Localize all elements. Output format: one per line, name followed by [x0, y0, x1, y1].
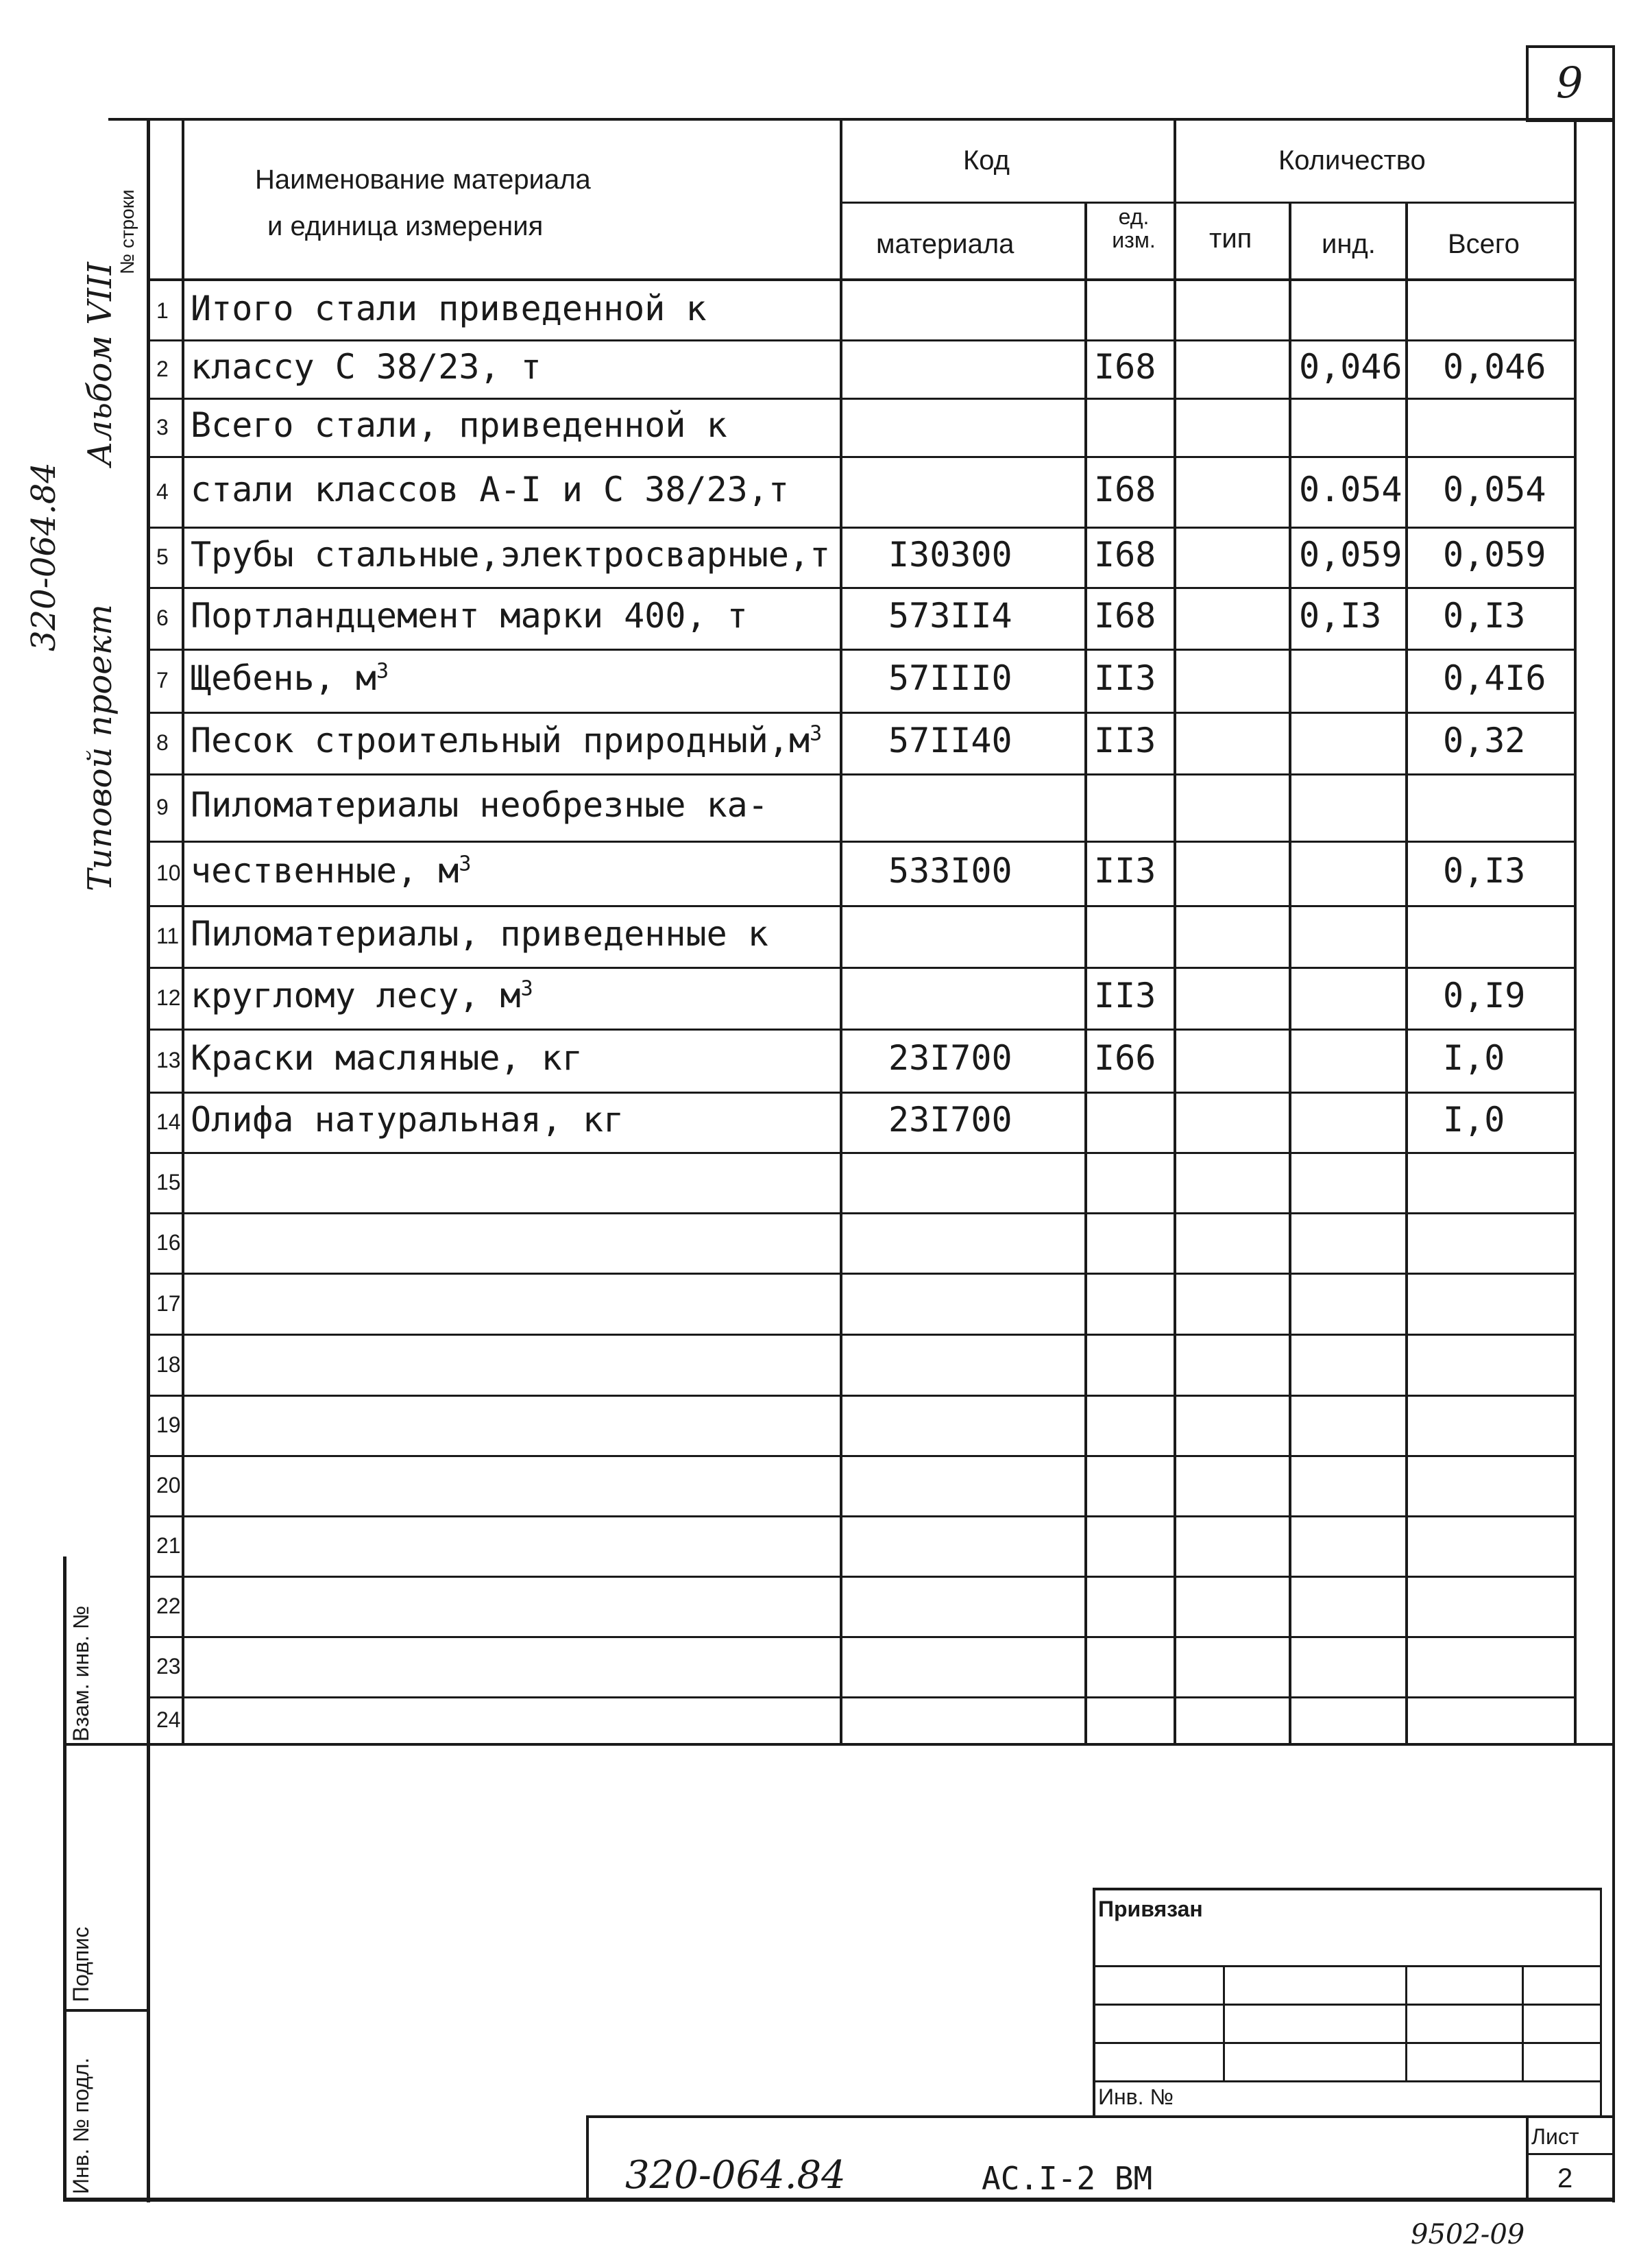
- material-code: 23I700: [888, 1038, 1012, 1078]
- unit-code: I68: [1094, 346, 1156, 387]
- qty-total: 0,054: [1443, 469, 1546, 509]
- superscript: 3: [520, 976, 533, 1001]
- header-name-line1: Наименование материала: [255, 165, 591, 195]
- header-qty-ind: инд.: [1322, 229, 1376, 259]
- row-number: 23: [156, 1654, 181, 1679]
- qty-total: 0,I3: [1443, 596, 1526, 636]
- row-number: 13: [156, 1048, 181, 1072]
- footer-code: 9502-09: [1411, 2219, 1525, 2250]
- row-number: 9: [156, 795, 169, 819]
- material-name: Пиломатериалы, приведенные к: [191, 914, 768, 954]
- material-name: Всего стали, приведенной к: [191, 405, 727, 445]
- margin-signature: Подпис: [69, 1927, 93, 2002]
- qty-total: I,0: [1443, 1100, 1505, 1140]
- qty-total: I,0: [1443, 1038, 1505, 1078]
- row-number: 18: [156, 1351, 181, 1377]
- material-name: круглому лесу, $м^3$: [191, 976, 533, 1015]
- sheet-label: Лист: [1531, 2124, 1579, 2149]
- material-name: Трубы стальные,электросварные,т: [191, 535, 831, 575]
- header-qty-group: Количество: [1278, 145, 1426, 176]
- header-qty-type: тип: [1209, 224, 1252, 254]
- margin-inv-podl: Инв. № подл.: [69, 2057, 93, 2194]
- qty-ind: 0,046: [1299, 346, 1402, 387]
- row-number: 15: [156, 1170, 181, 1194]
- row-number: 2: [156, 356, 169, 381]
- row-number: 16: [156, 1230, 181, 1255]
- row-number: 14: [156, 1109, 181, 1134]
- stamp-privyazan: Привязан: [1098, 1897, 1203, 1921]
- row-number: 12: [156, 985, 181, 1010]
- row-number: 11: [156, 924, 180, 948]
- row-number: 5: [156, 544, 169, 569]
- row-number: 20: [156, 1473, 181, 1498]
- row-number: 6: [156, 605, 169, 630]
- margin-project: Типовой проект: [81, 604, 119, 891]
- material-name: стали классов А-I и С 38/23,т: [191, 469, 789, 509]
- header-name-line2: и единица измерения: [267, 211, 544, 241]
- unit-code: I68: [1094, 469, 1156, 509]
- unit-code: II3: [1094, 721, 1156, 760]
- qty-ind: 0,059: [1299, 535, 1402, 575]
- material-name: Итого стали приведенной к: [191, 288, 707, 328]
- unit-code: II3: [1094, 851, 1156, 891]
- qty-total: 0,046: [1443, 346, 1546, 387]
- margin-replace-inv: Взам. инв. №: [69, 1605, 93, 1742]
- unit-code: II3: [1094, 658, 1156, 698]
- sheet-number: 2: [1557, 2163, 1573, 2193]
- qty-total: 0,4I6: [1443, 658, 1546, 698]
- material-name: Олифа натуральная, кг: [191, 1100, 624, 1140]
- unit-code: I68: [1094, 535, 1156, 575]
- material-name: Краски масляные, кг: [191, 1038, 583, 1078]
- row-number: 21: [156, 1533, 181, 1558]
- unit-code: I68: [1094, 596, 1156, 636]
- superscript: 3: [376, 659, 389, 684]
- material-name: Песок строительный $природный,м^3$: [191, 721, 823, 760]
- material-code: 533I00: [888, 851, 1012, 891]
- material-name: Портландцемент марки 400, т: [191, 596, 748, 636]
- material-code: 573II4: [888, 596, 1012, 636]
- stamp-inv-no: Инв. №: [1098, 2084, 1174, 2109]
- stamp-privyazan-box: [1093, 1888, 1600, 2118]
- row-number: 17: [156, 1290, 181, 1316]
- doc-code: 320-064.84: [625, 2153, 846, 2198]
- superscript: 3: [459, 852, 472, 876]
- corner-number: 9: [1556, 58, 1583, 108]
- qty-total: 0,32: [1443, 721, 1526, 760]
- qty-total: 0,059: [1443, 535, 1546, 575]
- material-name: чественные, $м^3$: [191, 851, 472, 891]
- doc-suffix: АС.I-2 ВМ: [982, 2160, 1153, 2197]
- row-number: 19: [156, 1412, 181, 1437]
- superscript: 3: [810, 721, 823, 746]
- margin-code: 320-064.84: [25, 462, 63, 651]
- margin-album: Альбом VIII: [81, 262, 119, 466]
- header-qty-total: Всего: [1448, 229, 1520, 259]
- unit-code: I66: [1094, 1038, 1156, 1078]
- qty-ind: 0.054: [1299, 469, 1402, 509]
- row-number: 10: [156, 861, 181, 885]
- unit-code: II3: [1094, 976, 1156, 1015]
- material-code: 23I700: [888, 1100, 1012, 1140]
- header-code-group: Код: [963, 145, 1010, 176]
- qty-total: 0,I9: [1443, 976, 1526, 1015]
- material-code: 57II40: [888, 721, 1012, 760]
- row-number: 1: [156, 298, 169, 323]
- row-number: 8: [156, 730, 169, 755]
- row-number: 7: [156, 668, 169, 693]
- header-code-material: материала: [876, 229, 1015, 259]
- qty-ind: 0,I3: [1299, 596, 1382, 636]
- material-name: Пиломатериалы необрезные ка-: [191, 785, 768, 825]
- row-number: 22: [156, 1594, 181, 1618]
- row-number: 24: [156, 1707, 181, 1732]
- row-number: 4: [156, 479, 169, 504]
- row-number: 3: [156, 414, 169, 440]
- material-code: 57III0: [888, 658, 1012, 698]
- row-no-header: № строки: [117, 189, 138, 274]
- qty-total: 0,I3: [1443, 851, 1526, 891]
- material-code: I30300: [888, 535, 1012, 575]
- material-name: классу С 38/23, т: [191, 346, 542, 387]
- material-name: Щебень, $м^3$: [191, 658, 389, 698]
- header-code-unit: ед. изм.: [1112, 204, 1156, 252]
